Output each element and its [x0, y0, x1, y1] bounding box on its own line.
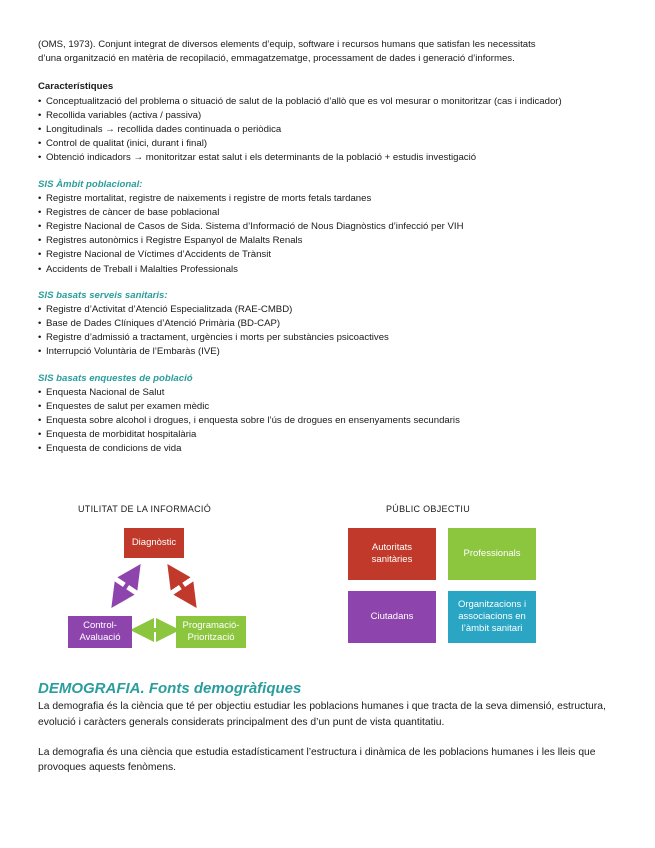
serveis-list [38, 303, 623, 360]
list-item: • Base de Dades Clíniques d’Atenció Primària (BD-CAP) [38, 317, 623, 331]
box-ciutadans: Ciutadans [348, 591, 436, 643]
box-programacio: Programació-Priorització [176, 616, 246, 648]
intro-line-1: (OMS, 1973). Conjunt integrat de diversos elements d’equip, software i recursos humans que satisfan les necessitats [38, 39, 536, 50]
document-page [38, 38, 623, 774]
demografia-section [38, 680, 623, 776]
demografia-title: DEMOGRAFIA. Fonts demogràfiques [38, 680, 302, 697]
box-autoritats: Autoritats sanitàries [348, 528, 436, 580]
list-item: • Registres de càncer de base poblacional [38, 206, 623, 220]
list-item: • Enquesta de morbiditat hospitalària [38, 428, 623, 442]
box-diagnostic: Diagnòstic [124, 528, 184, 558]
intro-line-2: d’una organització en matèria de recopilació, emmagatzematge, processament de dades i generació d’informes. [38, 53, 515, 65]
demografia-paragraph-2: La demografia és una ciència que estudia estadísticament l’estructura i dinàmica de les poblacions humanes i les lleis que provoques aquests fenòmens. [38, 746, 596, 774]
caracteristiques-title: Característiques [38, 81, 114, 93]
utilitat-title: UTILITAT DE LA INFORMACIÓ [78, 504, 212, 514]
list-item: • Registre mortalitat, registre de naixements i registre de morts fetals tardanes [38, 192, 623, 206]
list-item: • Conceptualització del problema o situació de salut de la població d’allò que es vol mesurar o monitoritzar (cas i indicador) [38, 95, 623, 109]
list-item: • Registre d’Activitat d’Atenció Especialitzada (RAE-CMBD) [38, 303, 623, 317]
arrow-diagnostic-programacio [174, 574, 190, 598]
list-item: • Enquesta de condicions de vida [38, 442, 623, 456]
list-item: • Registre Nacional de Casos de Sida. Sistema d’Informació de Nous Diagnòstics d’infecció per VIH [38, 220, 623, 234]
list-item: • Recollida variables (activa / passiva) [38, 109, 623, 123]
list-item: • Enquesta Nacional de Salut [38, 386, 623, 400]
list-item: • Enquestes de salut per examen mèdic [38, 400, 623, 414]
list-item: • Registres autonòmics i Registre Espanyol de Malalts Renals [38, 234, 623, 248]
box-control: Control-Avaluació [68, 616, 132, 648]
list-item: • Accidents de Treball i Malalties Professionals [38, 263, 623, 277]
enquestes-list [38, 386, 623, 457]
public-title: PÚBLIC OBJECTIU [386, 504, 471, 514]
list-item: • Registre d’admissió a tractament, urgències i morts per substàncies psicoactives [38, 331, 623, 345]
ambit-title: SIS Àmbit poblacional: [38, 178, 143, 190]
ambit-list [38, 192, 623, 277]
demografia-paragraph-1: La demografia és la ciència que té per objectiu estudiar les poblacions humanes i que tracta de la seva dimensió, estructura, evolució i caràcters generals considerats principalment des d’un punt de vista quantitatiu. [38, 701, 606, 728]
caracteristiques-list [38, 95, 623, 166]
list-item: • Longitudinals → recollida dades continuada o periòdica [38, 123, 623, 137]
box-professionals: Professionals [448, 528, 536, 580]
list-item: • Control de qualitat (inici, durant i final) [38, 137, 623, 151]
arrow-control-diagnostic [118, 574, 134, 598]
diagrams-area [38, 496, 623, 666]
serveis-title: SIS basats serveis sanitaris: [38, 289, 168, 301]
list-item: • Obtenció indicadors → monitoritzar estat salut i els determinants de la població + estudis investigació [38, 151, 623, 165]
list-item: • Enquesta sobre alcohol i drogues, i enquesta sobre l’ús de drogues en ensenyaments secundaris [38, 414, 623, 428]
list-item: • Interrupció Voluntària de l’Embaràs (IVE) [38, 345, 623, 359]
box-organitzacions: Organitzacions i associacions en l’àmbit sanitari [448, 591, 536, 643]
list-item: • Registre Nacional de Víctimes d’Accidents de Trànsit [38, 248, 623, 262]
enquestes-title: SIS basats enquestes de població [38, 372, 193, 384]
